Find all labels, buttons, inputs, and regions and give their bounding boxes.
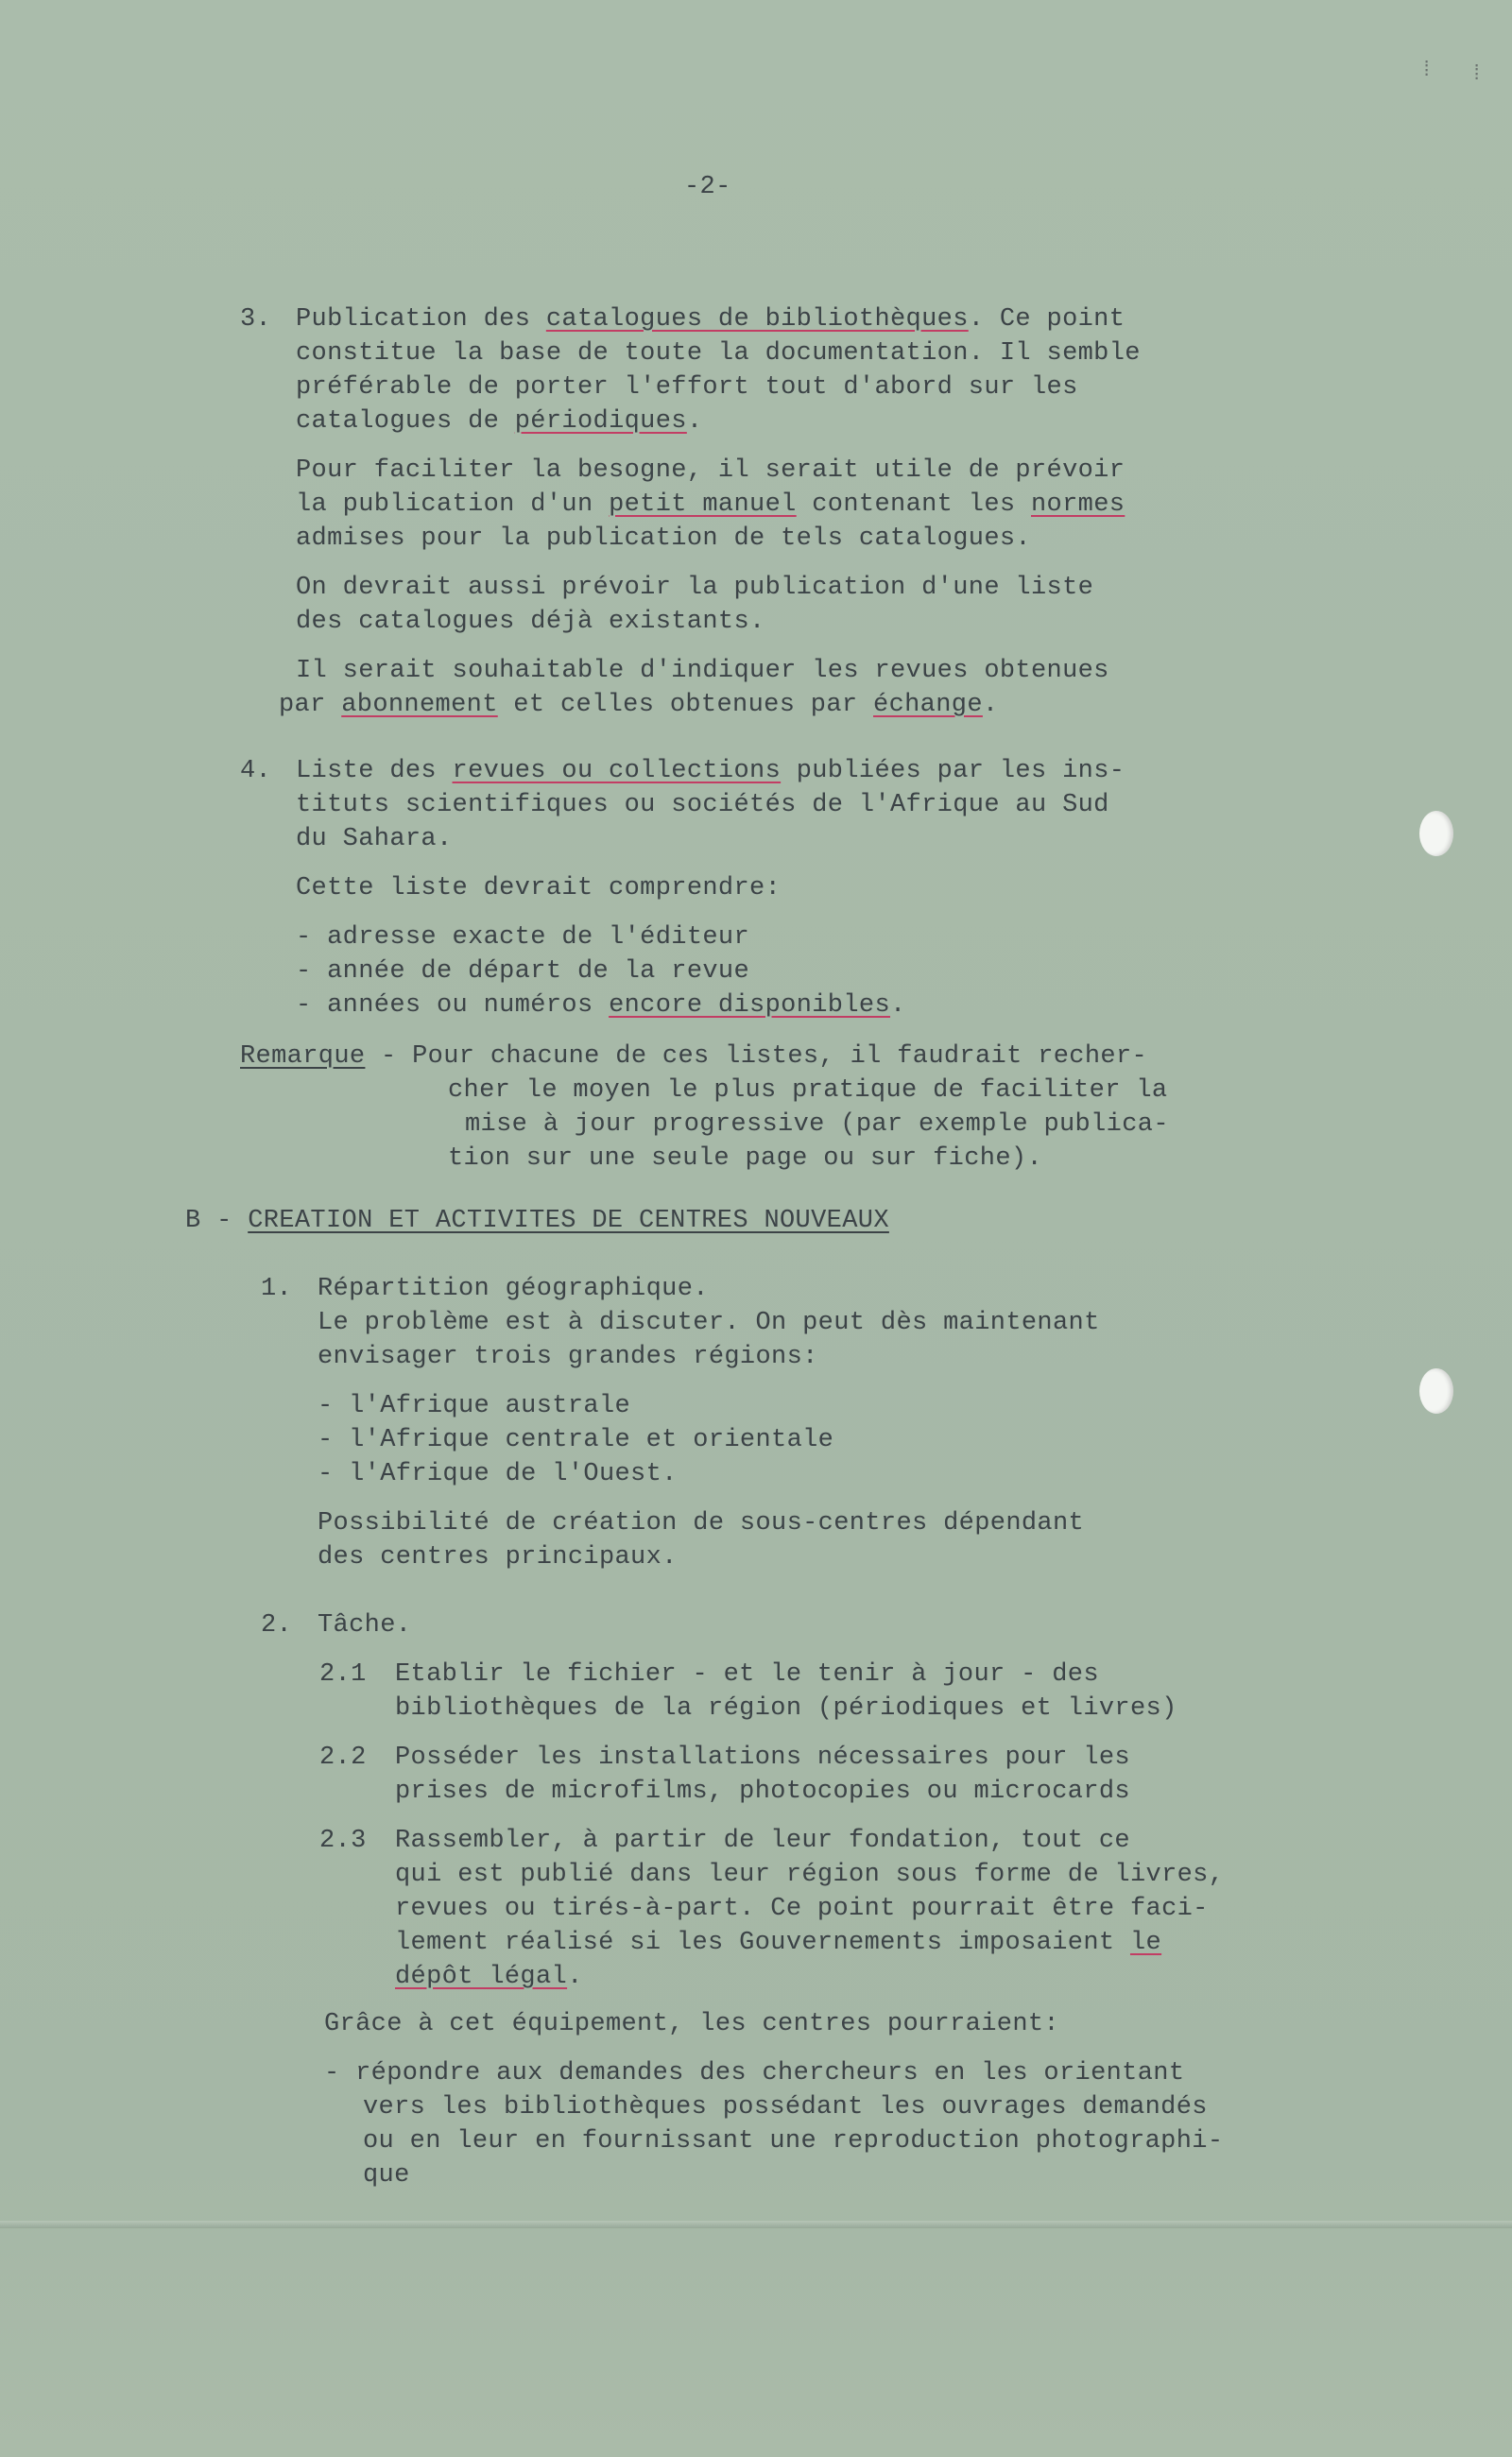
section-b-heading: B - CREATION ET ACTIVITES DE CENTRES NOUVEAUX: [185, 1207, 889, 1235]
b1-para-line-2: des centres principaux.: [318, 1543, 678, 1572]
remark-line-3: mise à jour progressive (par exemple publica-: [465, 1110, 1169, 1139]
item-3-p2-line-1: Pour faciliter la besogne, il serait utile de prévoir: [296, 456, 1125, 485]
item-3-line-4: catalogues de périodiques.: [296, 407, 703, 436]
item-4-line-1: Liste des revues ou collections publiées par les ins-: [296, 757, 1125, 785]
item-3-p2-line-2: la publication d'un petit manuel contenant les normes: [296, 490, 1125, 519]
staple-mark-right: ⁞: [1470, 62, 1484, 86]
b1-bullet-2: - l'Afrique centrale et orientale: [318, 1426, 834, 1454]
b2-1-line-1: Etablir le fichier - et le tenir à jour - des: [395, 1660, 1099, 1689]
b2-3-line-4: lement réalisé si les Gouvernements imposaient le: [395, 1929, 1162, 1957]
underline-abonnement: abonnement: [341, 691, 498, 719]
remark-line-4: tion sur une seule page ou sur fiche).: [448, 1144, 1042, 1173]
b2-2-line-1: Posséder les installations nécessaires pour les: [395, 1744, 1130, 1772]
item-4-bullet-3: - années ou numéros encore disponibles.: [296, 991, 906, 1020]
underline-petit-manuel: petit manuel: [609, 490, 797, 519]
underline-catalogues: catalogues de bibliothèques: [545, 305, 969, 334]
b2-3-line-5: dépôt légal.: [395, 1963, 583, 1991]
page-number: -2-: [684, 173, 731, 201]
item-3-number: 3.: [240, 305, 272, 334]
underline-depot-legal: dépôt légal: [395, 1963, 568, 1991]
item-3-p2-line-3: admises pour la publication de tels catalogues.: [296, 524, 1031, 553]
item-3-p4-line-2: par abonnement et celles obtenues par échange.: [279, 691, 999, 719]
remark-label: Remarque: [240, 1042, 366, 1071]
grace-line: Grâce à cet équipement, les centres pourraient:: [324, 2010, 1059, 2038]
staple-mark-left: ⁞: [1420, 59, 1434, 82]
item-4-line-2: tituts scientifiques ou sociétés de l'Afrique au Sud: [296, 791, 1109, 819]
item-3-line-3: préférable de porter l'effort tout d'abord sur les: [296, 373, 1078, 402]
underline-revues-collections: revues ou collections: [452, 757, 782, 785]
underline-normes: normes: [1031, 490, 1125, 519]
remark-line-2: cher le moyen le plus pratique de faciliter la: [448, 1076, 1168, 1105]
b1-bullet-3: - l'Afrique de l'Ouest.: [318, 1460, 678, 1488]
b1-number: 1.: [261, 1275, 293, 1303]
b2-number: 2.: [261, 1611, 293, 1640]
b2-3-line-1: Rassembler, à partir de leur fondation, tout ce: [395, 1827, 1130, 1855]
underline-encore-disponibles: encore disponibles: [609, 991, 891, 1020]
section-b-title: CREATION ET ACTIVITES DE CENTRES NOUVEAUX: [248, 1207, 889, 1235]
remark-line-1: Remarque - Pour chacune de ces listes, il faudrait recher-: [240, 1042, 1148, 1071]
item-3-p3-line-1: On devrait aussi prévoir la publication d'une liste: [296, 574, 1094, 602]
duty-line-1: - répondre aux demandes des chercheurs en les orientant: [324, 2059, 1185, 2088]
item-4-intro: Cette liste devrait comprendre:: [296, 874, 782, 902]
b1-title: Répartition géographique.: [318, 1275, 709, 1303]
b1-bullet-1: - l'Afrique australe: [318, 1392, 631, 1420]
item-3-line-2: constitue la base de toute la documentation. Il semble: [296, 339, 1141, 368]
duty-line-2: vers les bibliothèques possédant les ouvrages demandés: [363, 2093, 1208, 2122]
item-4-bullet-2: - année de départ de la revue: [296, 957, 750, 986]
underline-echange: échange: [873, 691, 983, 719]
b2-2-number: 2.2: [319, 1744, 367, 1772]
b2-2-line-2: prises de microfilms, photocopies ou microcards: [395, 1778, 1130, 1806]
item-3-line-1: Publication des catalogues de bibliothèques. Ce point: [296, 305, 1125, 334]
duty-line-3: ou en leur en fournissant une reproduction photographi-: [363, 2127, 1224, 2156]
item-4-number: 4.: [240, 757, 272, 785]
punch-hole-lower: [1419, 1368, 1453, 1414]
b2-title: Tâche.: [318, 1611, 412, 1640]
b1-line-3: envisager trois grandes régions:: [318, 1343, 818, 1371]
duty-line-4: que: [363, 2161, 410, 2190]
item-3-p3-line-2: des catalogues déjà existants.: [296, 608, 765, 636]
b2-1-line-2: bibliothèques de la région (périodiques et livres): [395, 1694, 1177, 1723]
paper-fold-line: [0, 2221, 1512, 2228]
item-4-line-3: du Sahara.: [296, 825, 453, 853]
b2-3-line-2: qui est publié dans leur région sous forme de livres,: [395, 1861, 1225, 1889]
punch-hole-upper: [1419, 811, 1453, 856]
b1-para-line-1: Possibilité de création de sous-centres dépendant: [318, 1509, 1085, 1538]
item-3-p4-line-1: Il serait souhaitable d'indiquer les revues obtenues: [296, 657, 1109, 685]
b2-1-number: 2.1: [319, 1660, 367, 1689]
underline-le: le: [1129, 1929, 1162, 1957]
b2-3-line-3: revues ou tirés-à-part. Ce point pourrait être faci-: [395, 1895, 1209, 1923]
b1-line-2: Le problème est à discuter. On peut dès maintenant: [318, 1309, 1100, 1337]
underline-periodiques: périodiques: [514, 407, 687, 436]
item-4-bullet-1: - adresse exacte de l'éditeur: [296, 923, 750, 952]
b2-3-number: 2.3: [319, 1827, 367, 1855]
